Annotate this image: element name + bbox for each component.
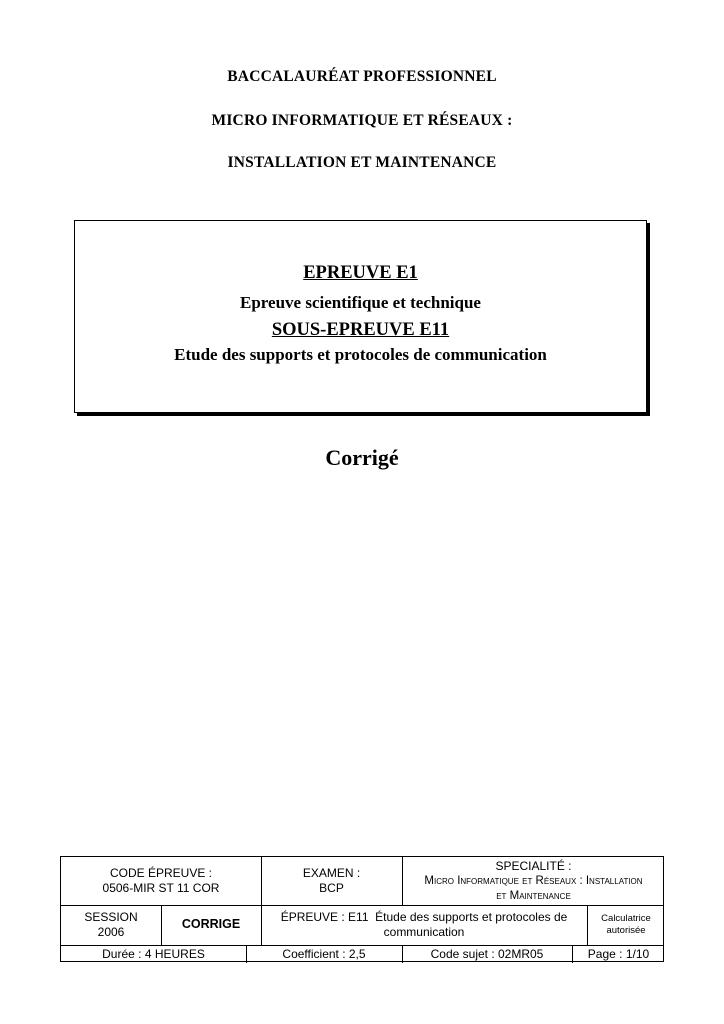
session-label: SESSION [84,910,138,924]
duree-cell [61,945,246,963]
calculatrice-cell [587,905,665,945]
code-sujet-cell [402,945,572,963]
specialite-line-1: Micro Informatique et Réseaux : Installation [424,875,643,888]
specialite-cell [402,857,665,905]
code-epreuve-cell [61,857,261,905]
examen-cell [261,857,402,905]
title-box [74,220,647,413]
page-number: Page : 1/10 [587,946,650,961]
examen-label: EXAMEN : [302,866,361,880]
sous-epreuve-title: SOUS-EPREUVE E11 [271,320,450,340]
session-cell [61,905,161,945]
duree-value: Durée : 4 HEURES [102,946,205,961]
code-sujet-value: Code sujet : 02MR05 [430,946,544,961]
corrige-cell [161,905,261,945]
code-epreuve-value: 0506-MIR ST 11 COR [102,881,220,895]
epreuve-title: EPREUVE E1 [303,263,418,283]
page-title: Corrigé [325,445,399,470]
sous-epreuve-subtitle: Etude des supports et protocoles de communication [174,345,547,364]
page-number-cell [572,945,665,963]
epreuve-line-1: ÉPREUVE : E11 Étude des supports et protocoles de [280,910,568,924]
specialite-label: SPECIALITÉ : [495,859,572,874]
examen-value: BCP [319,881,344,895]
epreuve-line-2: communication [383,925,465,939]
header-line-3: INSTALLATION ET MAINTENANCE [227,154,497,171]
coefficient-cell [246,945,402,963]
header-line-1: BACCALAURÉAT PROFESSIONNEL [227,68,497,85]
corrige-label: CORRIGE [181,917,241,932]
header-line-2: MICRO INFORMATIQUE ET RÉSEAUX : [211,112,513,129]
specialite-line-2: et Maintenance [496,889,571,902]
session-value: 2006 [97,925,125,939]
info-table [60,856,664,962]
epreuve-cell [261,905,587,945]
calculatrice-line-2: autorisée [606,925,646,936]
code-epreuve-label: CODE ÉPREUVE : [109,866,213,880]
epreuve-subtitle: Epreuve scientifique et technique [240,293,481,312]
coefficient-value: Coefficient : 2,5 [282,946,366,961]
calculatrice-line-1: Calculatrice [601,913,651,925]
